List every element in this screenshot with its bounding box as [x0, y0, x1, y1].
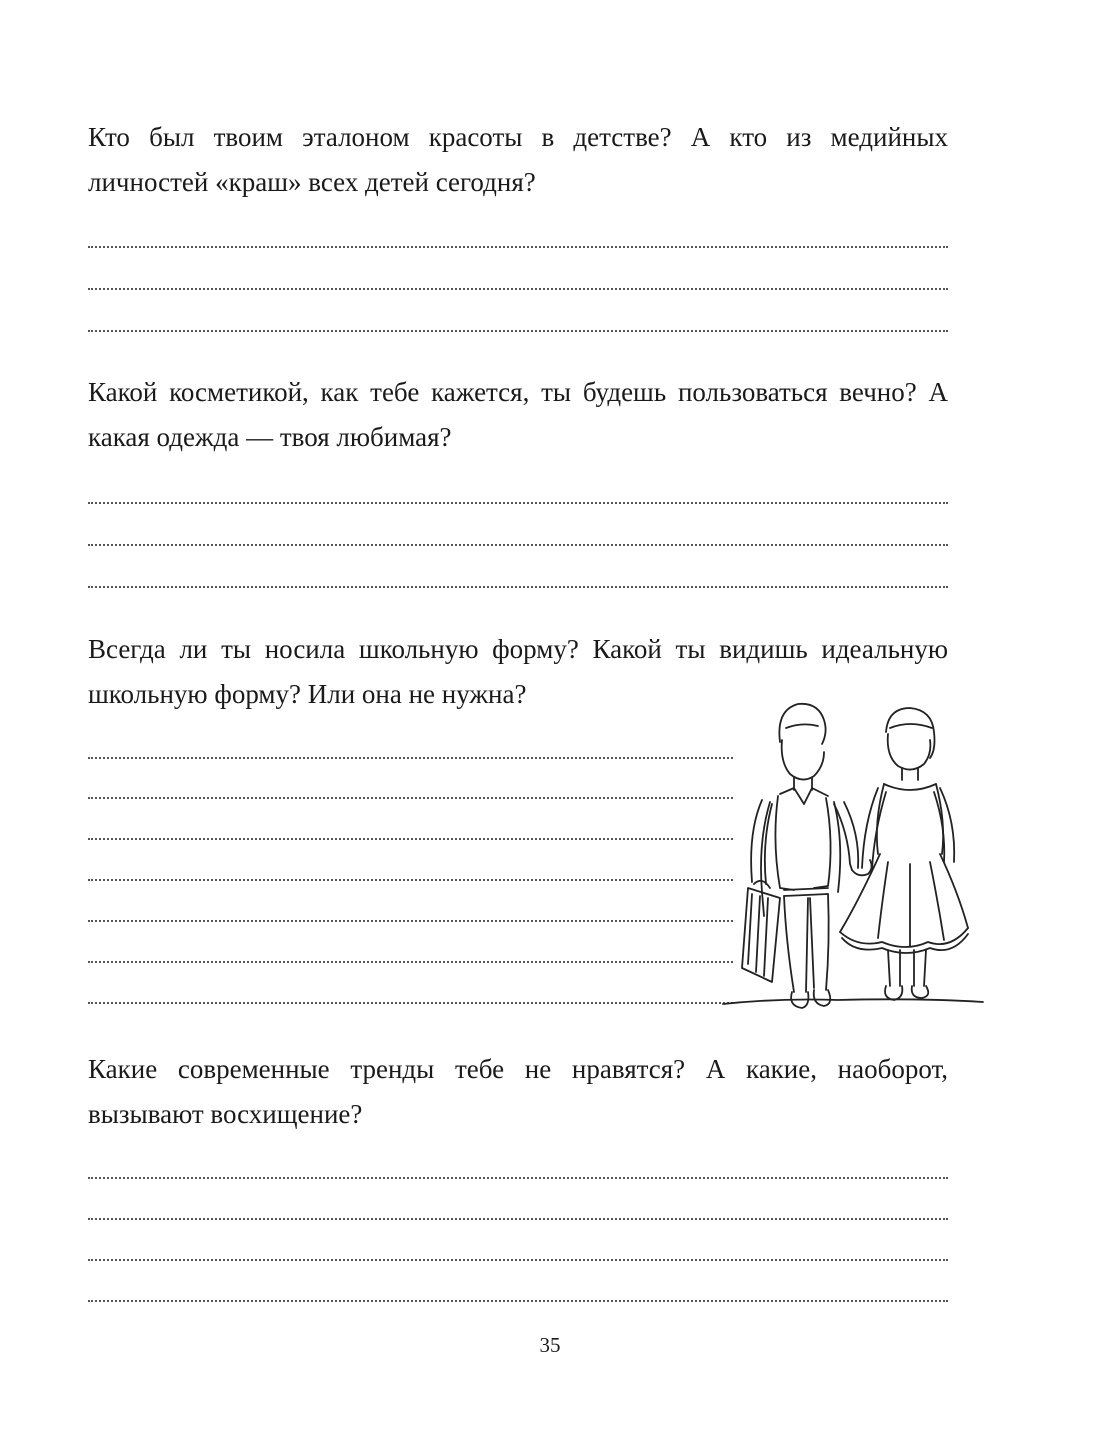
page-number: 35 [539, 1333, 561, 1357]
schoolchildren-holding-hands-icon [718, 692, 988, 1032]
answer-line[interactable] [88, 961, 733, 963]
answer-line[interactable] [88, 920, 733, 922]
question-1: Кто был твоим эталоном красоты в детстве? А кто из медийных личностей «краш» всех детей сегодня? [88, 122, 948, 197]
answer-line[interactable] [88, 1002, 733, 1004]
question-2: Какой косметикой, как тебе кажется, ты будешь пользоваться вечно? А какая одежда — твоя любимая? [88, 377, 948, 452]
answer-line[interactable] [88, 879, 733, 881]
answer-line[interactable] [88, 797, 733, 799]
answer-line[interactable] [88, 1300, 948, 1302]
answer-line[interactable] [88, 1259, 948, 1261]
answer-line[interactable] [88, 544, 948, 546]
answer-line[interactable] [88, 246, 948, 248]
answer-line[interactable] [88, 1218, 948, 1220]
answer-line[interactable] [88, 502, 948, 504]
answer-line[interactable] [88, 288, 948, 290]
answer-line[interactable] [88, 838, 733, 840]
question-4: Какие современные тренды тебе не нравятся? А какие, наоборот, вызывают восхищение? [88, 1054, 948, 1129]
answer-line[interactable] [88, 1177, 948, 1179]
answer-line[interactable] [88, 586, 948, 588]
question-3: Всегда ли ты носила школьную форму? Какой ты видишь идеальную школьную форму? Или она не нужна? [88, 634, 948, 709]
answer-line[interactable] [88, 330, 948, 332]
answer-line[interactable] [88, 757, 733, 759]
